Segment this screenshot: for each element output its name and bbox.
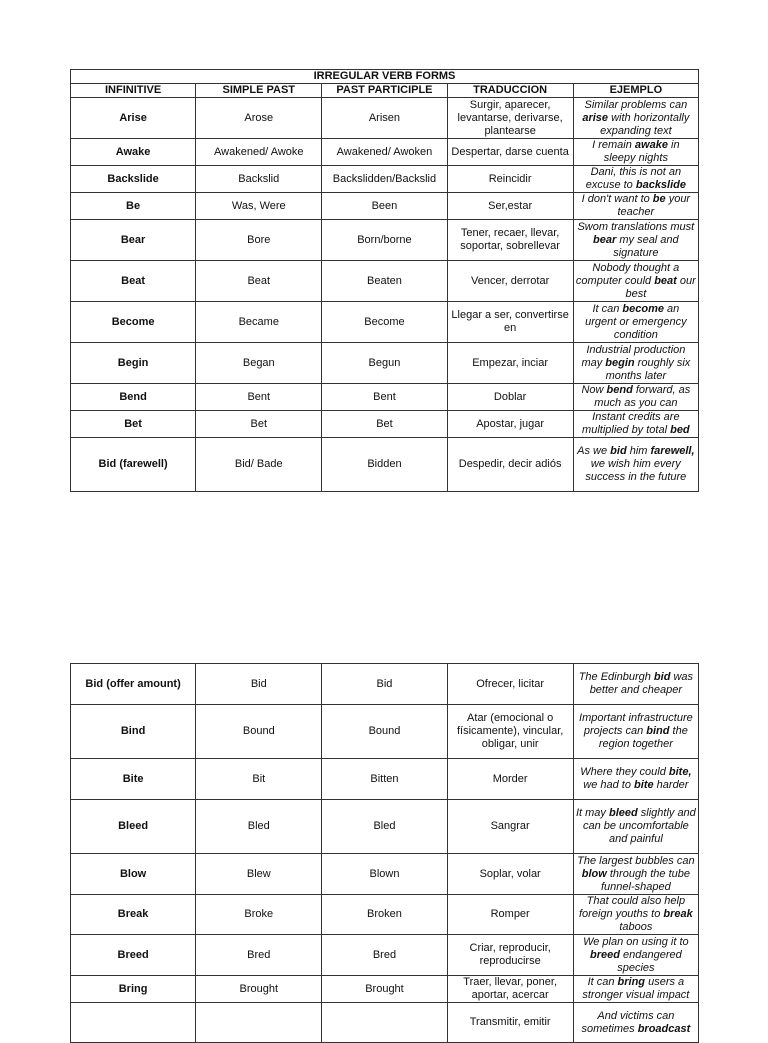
- cell-infinitive: Bid (farewell): [71, 438, 196, 492]
- cell-traduccion: Criar, reproducir, reproducirse: [447, 935, 573, 976]
- cell-traduccion: Sangrar: [447, 800, 573, 854]
- table-row: [71, 976, 699, 1003]
- cell-infinitive: [71, 1003, 196, 1043]
- cell-simple-past: Broke: [196, 895, 322, 935]
- header-traduccion: TRADUCCION: [447, 84, 573, 98]
- cell-past-participle: Bet: [322, 411, 447, 438]
- table-row: [71, 302, 699, 343]
- example-highlight: broadcast: [637, 1022, 691, 1035]
- cell-past-participle: Brought: [322, 976, 447, 1003]
- cell-ejemplo: [573, 384, 698, 411]
- cell-ejemplo: [573, 438, 698, 492]
- cell-simple-past: Bound: [196, 705, 322, 759]
- cell-infinitive: Arise: [71, 98, 196, 139]
- cell-simple-past: Awakened/ Awoke: [196, 139, 322, 166]
- example-text: Industrial production may: [581, 343, 686, 369]
- cell-traduccion: Soplar, volar: [447, 854, 573, 895]
- cell-traduccion: Atar (emocional o físicamente), vincular, obligar, unir: [447, 705, 573, 759]
- cell-ejemplo: [573, 895, 698, 935]
- example-text: We plan on using it to: [583, 935, 689, 948]
- cell-ejemplo: [573, 220, 698, 261]
- table-row: [71, 1003, 699, 1043]
- cell-ejemplo: [573, 664, 698, 705]
- cell-past-participle: Born/borne: [322, 220, 447, 261]
- cell-ejemplo: [573, 705, 698, 759]
- cell-past-participle: Bitten: [322, 759, 447, 800]
- cell-ejemplo: [573, 261, 698, 302]
- cell-traduccion: Apostar, jugar: [447, 411, 573, 438]
- table-row: [71, 705, 699, 759]
- example-text: endangered species: [617, 948, 682, 974]
- cell-infinitive: Beat: [71, 261, 196, 302]
- example-highlight: bind: [646, 725, 670, 737]
- cell-simple-past: Bore: [196, 220, 322, 261]
- cell-traduccion: Tener, recaer, llevar, soportar, sobrellevar: [447, 220, 573, 261]
- cell-past-participle: Begun: [322, 343, 447, 384]
- irregular-verbs-table-2: [70, 663, 699, 1043]
- table-row: [71, 800, 699, 854]
- table-row: [71, 895, 699, 935]
- cell-infinitive: Bite: [71, 759, 196, 800]
- example-text: in sleepy nights: [603, 139, 680, 164]
- cell-ejemplo: [573, 759, 698, 800]
- example-text: my seal and signature: [613, 233, 679, 259]
- cell-past-participle: Broken: [322, 895, 447, 935]
- example-highlight: bed: [670, 424, 690, 436]
- cell-traduccion: Llegar a ser, convertirse en: [447, 302, 573, 343]
- cell-infinitive: Bend: [71, 384, 196, 411]
- example-text: That could also help foreign youths to: [579, 895, 686, 920]
- header-past-participle: PAST PARTICIPLE: [322, 84, 447, 98]
- cell-infinitive: Bleed: [71, 800, 196, 854]
- cell-ejemplo: [573, 1003, 698, 1043]
- cell-ejemplo: [573, 193, 698, 220]
- table-row: [71, 935, 699, 976]
- cell-traduccion: Morder: [447, 759, 573, 800]
- table-row: [71, 193, 699, 220]
- cell-past-participle: Bid: [322, 664, 447, 705]
- table-row: [71, 98, 699, 139]
- cell-infinitive: Bring: [71, 976, 196, 1003]
- cell-infinitive: Bear: [71, 220, 196, 261]
- cell-traduccion: Reincidir: [447, 166, 573, 193]
- example-highlight: farewell,: [650, 445, 695, 457]
- example-highlight: be: [652, 193, 666, 205]
- cell-simple-past: Bred: [196, 935, 322, 976]
- table-row: [71, 759, 699, 800]
- example-text: an urgent or emergency condition: [585, 302, 687, 341]
- example-text: harder: [653, 779, 689, 791]
- example-text: Where they could: [580, 766, 669, 778]
- cell-traduccion: Ser,estar: [447, 193, 573, 220]
- cell-past-participle: Arisen: [322, 98, 447, 139]
- table-row: [71, 220, 699, 261]
- cell-ejemplo: [573, 976, 698, 1003]
- example-text: It can: [592, 302, 623, 315]
- table-body-2: [71, 664, 699, 1043]
- table-row: [71, 854, 699, 895]
- cell-simple-past: Blew: [196, 854, 322, 895]
- example-text: your teacher: [617, 193, 691, 218]
- header-infinitive: INFINITIVE: [71, 84, 196, 98]
- example-highlight: bid: [610, 445, 627, 457]
- example-text: Instant credits are multiplied by total: [582, 411, 680, 436]
- cell-past-participle: Awakened/ Awoken: [322, 139, 447, 166]
- cell-simple-past: Arose: [196, 98, 322, 139]
- example-highlight: bite: [634, 779, 654, 791]
- example-text: The Edinburgh: [578, 671, 654, 683]
- header-ejemplo: EJEMPLO: [573, 84, 698, 98]
- example-text: we wish him every success in the future: [585, 458, 687, 483]
- example-highlight: awake: [634, 139, 668, 151]
- cell-traduccion: Despedir, decir adiós: [447, 438, 573, 492]
- cell-past-participle: Bound: [322, 705, 447, 759]
- cell-ejemplo: [573, 854, 698, 895]
- cell-infinitive: Become: [71, 302, 196, 343]
- example-highlight: blow: [581, 867, 607, 880]
- cell-simple-past: Became: [196, 302, 322, 343]
- cell-infinitive: Bet: [71, 411, 196, 438]
- cell-traduccion: Ofrecer, licitar: [447, 664, 573, 705]
- example-text: Important infrastructure projects can: [579, 712, 693, 737]
- cell-past-participle: Become: [322, 302, 447, 343]
- cell-infinitive: Bind: [71, 705, 196, 759]
- table-row: [71, 139, 699, 166]
- cell-infinitive: Blow: [71, 854, 196, 895]
- cell-traduccion: Despertar, darse cuenta: [447, 139, 573, 166]
- cell-simple-past: Bet: [196, 411, 322, 438]
- example-text: Now: [581, 384, 607, 396]
- example-highlight: bring: [617, 976, 646, 988]
- example-text: The largest bubbles can: [577, 854, 695, 867]
- table-title: IRREGULAR VERB FORMS: [71, 70, 699, 84]
- cell-simple-past: Began: [196, 343, 322, 384]
- example-text: our best: [625, 274, 696, 300]
- cell-ejemplo: [573, 139, 698, 166]
- example-text: As we: [577, 445, 611, 457]
- example-text: we had to: [583, 779, 635, 791]
- example-text: Similar problems can: [584, 98, 688, 111]
- example-text: through the tube funnel-shaped: [601, 867, 690, 893]
- cell-traduccion: Surgir, aparecer, levantarse, derivarse, plantearse: [447, 98, 573, 139]
- example-text: forward, as much as you can: [594, 384, 691, 409]
- table-row: [71, 384, 699, 411]
- cell-past-participle: Bent: [322, 384, 447, 411]
- cell-simple-past: Bid: [196, 664, 322, 705]
- example-highlight: bid: [653, 671, 671, 683]
- example-highlight: break: [663, 908, 693, 920]
- cell-ejemplo: [573, 411, 698, 438]
- example-highlight: beat: [654, 274, 677, 287]
- cell-ejemplo: [573, 166, 698, 193]
- cell-simple-past: [196, 1003, 322, 1043]
- cell-ejemplo: [573, 343, 698, 384]
- cell-simple-past: Beat: [196, 261, 322, 302]
- example-text: It may: [575, 807, 609, 819]
- example-text: was better and cheaper: [589, 671, 694, 696]
- cell-past-participle: Bred: [322, 935, 447, 976]
- cell-traduccion: Empezar, inciar: [447, 343, 573, 384]
- example-highlight: bear: [593, 233, 617, 246]
- irregular-verbs-table-1: [70, 69, 699, 492]
- cell-simple-past: Bled: [196, 800, 322, 854]
- cell-infinitive: Begin: [71, 343, 196, 384]
- example-text: Dani, this is not an excuse to: [585, 166, 682, 191]
- example-text: him: [626, 445, 651, 457]
- example-text: Nobody thought a computer could: [575, 261, 680, 287]
- cell-past-participle: Beaten: [322, 261, 447, 302]
- header-simple-past: SIMPLE PAST: [196, 84, 322, 98]
- cell-infinitive: Breed: [71, 935, 196, 976]
- example-text: And victims can sometimes: [581, 1009, 675, 1035]
- cell-traduccion: Transmitir, emitir: [447, 1003, 573, 1043]
- cell-past-participle: [322, 1003, 447, 1043]
- example-text: I remain: [592, 139, 635, 151]
- table-title-row: [71, 70, 699, 84]
- table-row: [71, 166, 699, 193]
- cell-traduccion: Romper: [447, 895, 573, 935]
- example-text: taboos: [619, 921, 653, 933]
- example-highlight: arise: [582, 111, 609, 124]
- cell-simple-past: Brought: [196, 976, 322, 1003]
- cell-ejemplo: [573, 935, 698, 976]
- cell-simple-past: Bent: [196, 384, 322, 411]
- example-text: I don't want to: [581, 193, 653, 205]
- table-body-1: [71, 98, 699, 492]
- example-highlight: bite,: [668, 766, 692, 778]
- table-row: [71, 664, 699, 705]
- cell-past-participle: Blown: [322, 854, 447, 895]
- cell-past-participle: Backslidden/Backslid: [322, 166, 447, 193]
- example-highlight: breed: [590, 948, 620, 961]
- cell-ejemplo: [573, 800, 698, 854]
- example-highlight: bleed: [608, 807, 638, 819]
- example-text: the region together: [598, 725, 688, 750]
- table-header-row: [71, 84, 699, 98]
- table-row: [71, 438, 699, 492]
- example-text: roughly six months later: [605, 356, 691, 382]
- table-row: [71, 261, 699, 302]
- cell-ejemplo: [573, 98, 698, 139]
- example-text: It can: [587, 976, 618, 988]
- example-highlight: bend: [606, 384, 633, 396]
- cell-simple-past: Was, Were: [196, 193, 322, 220]
- cell-simple-past: Bid/ Bade: [196, 438, 322, 492]
- table-row: [71, 411, 699, 438]
- cell-traduccion: Traer, llevar, poner, aportar, acercar: [447, 976, 573, 1003]
- cell-past-participle: Bidden: [322, 438, 447, 492]
- cell-simple-past: Backslid: [196, 166, 322, 193]
- example-highlight: begin: [605, 356, 635, 369]
- cell-past-participle: Been: [322, 193, 447, 220]
- cell-ejemplo: [573, 302, 698, 343]
- cell-infinitive: Awake: [71, 139, 196, 166]
- cell-infinitive: Bid (offer amount): [71, 664, 196, 705]
- example-text: users a stronger visual impact: [582, 976, 690, 1001]
- example-text: with horizontally expanding text: [600, 111, 690, 137]
- table-row: [71, 343, 699, 384]
- cell-infinitive: Break: [71, 895, 196, 935]
- example-highlight: backslide: [635, 179, 686, 191]
- cell-traduccion: Vencer, derrotar: [447, 261, 573, 302]
- example-text: slightly and can be uncomfortable and painful: [582, 807, 696, 845]
- cell-infinitive: Backslide: [71, 166, 196, 193]
- cell-traduccion: Doblar: [447, 384, 573, 411]
- example-highlight: become: [622, 302, 664, 315]
- cell-simple-past: Bit: [196, 759, 322, 800]
- cell-infinitive: Be: [71, 193, 196, 220]
- example-text: Swom translations must: [577, 220, 695, 233]
- cell-past-participle: Bled: [322, 800, 447, 854]
